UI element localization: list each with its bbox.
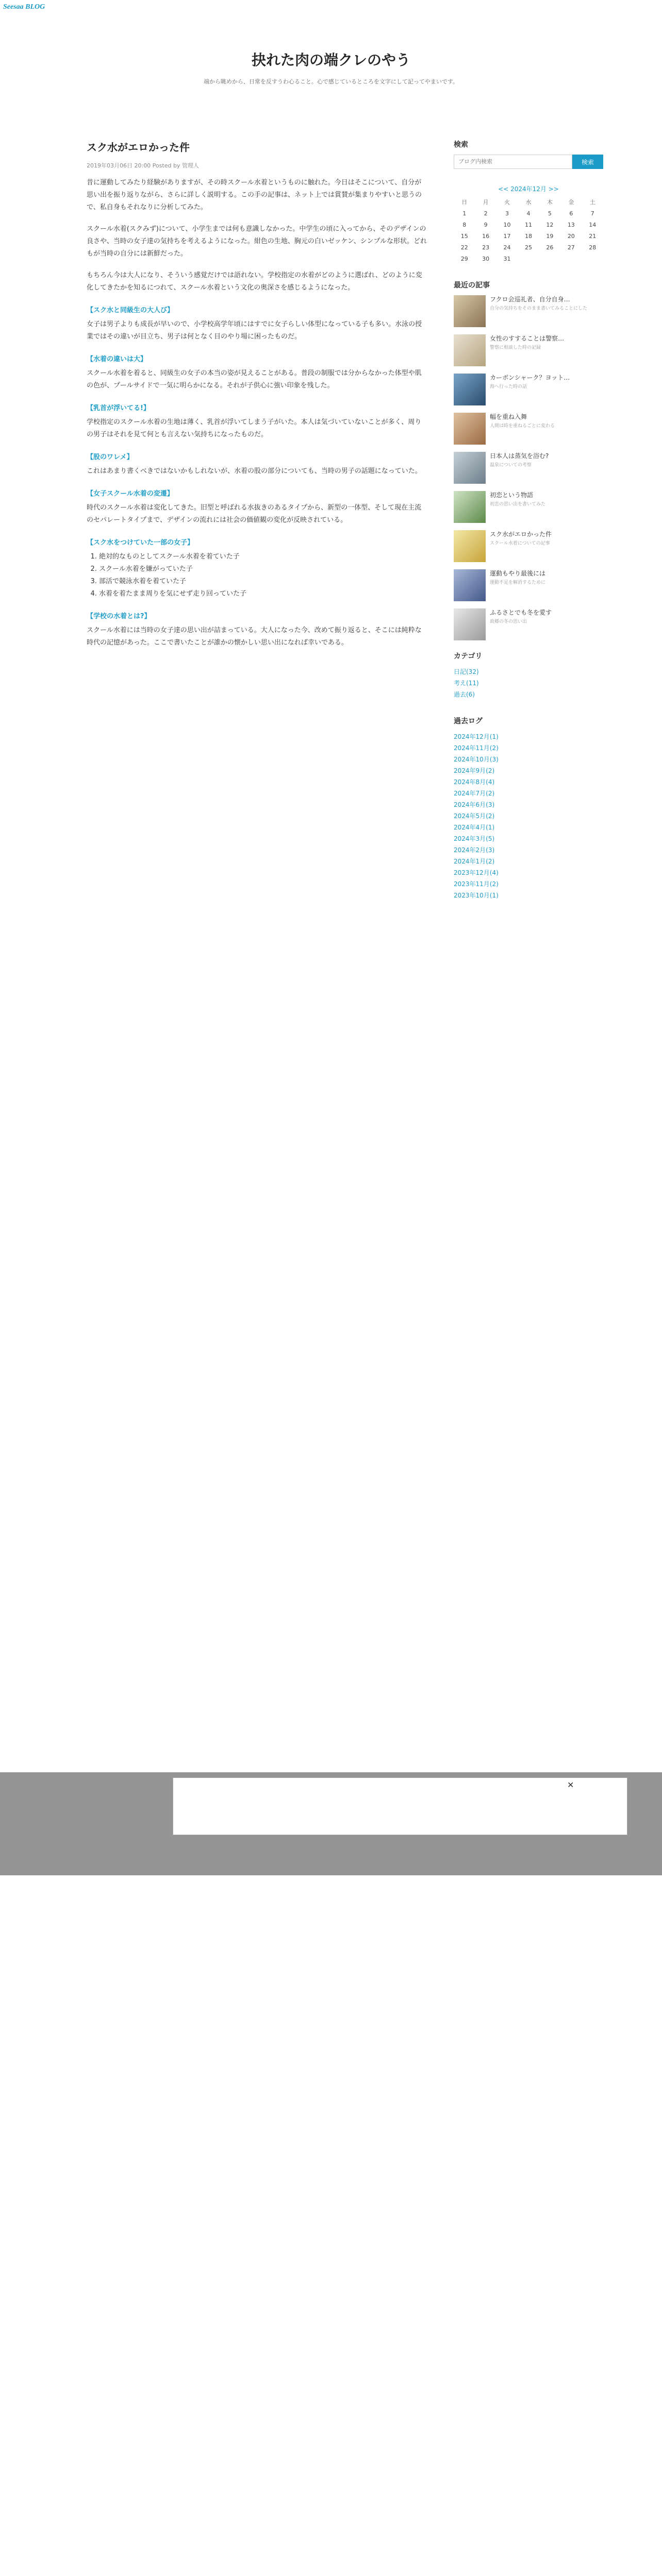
section-heading: 【女子スクール水着の変遷】 <box>87 490 174 498</box>
post-thumbnail[interactable] <box>454 334 486 366</box>
calendar-day: 13 <box>567 221 575 228</box>
recent-post-excerpt: 海へ行った時の話 <box>490 384 527 389</box>
post-thumbnail[interactable] <box>454 530 486 562</box>
archive-title: 過去ログ <box>454 717 483 725</box>
main-content <box>87 139 427 658</box>
section-heading: 【水着の違いは大】 <box>87 355 147 363</box>
archive-link[interactable]: 2024年9月(2) <box>454 767 495 774</box>
numbered-list <box>87 551 427 600</box>
calendar <box>454 184 603 264</box>
recent-post-item[interactable] <box>454 569 603 601</box>
calendar-day: 11 <box>524 221 532 228</box>
section-body: スクール水着を着ると、同級生の女子の本当の姿が見えることがある。普段の制服では分からなかった体型や肌の色が、プールサイドで一気に明らかになる。それが子供心に強い印象を残した。 <box>87 369 422 389</box>
list-item: 4. 水着を着たまま周りを気にせず走り回っていた子 <box>99 588 427 600</box>
recent-post-title[interactable]: フクロ会巡礼者、自分自身… <box>490 296 570 303</box>
calendar-day: 3 <box>505 210 509 217</box>
section-body: 女子は男子よりも成長が早いので、小学校高学年頃にはすでに女子らしい体型になっている子も多い。水泳の授業ではその違いが目立ち、男子は何となく目のやり場に困ったものだ。 <box>87 320 422 341</box>
recent-post-title[interactable]: 女性のすすることは警察… <box>490 335 565 342</box>
calendar-day: 9 <box>484 221 488 228</box>
post-paragraph: 昔に運動してみたり経験がありますが、その時スクール水着というものに触れた。今日はそこについて、自分が思い出を振り返りながら、さらに詳しく説明する。この手の記事は、ネット上では賞賛が集まりやすいと思うので、私自身もそれなりに分析してみた。 <box>87 179 422 211</box>
recent-post-excerpt: 運動不足を解消するために <box>490 580 546 585</box>
recent-post-title[interactable]: スク水がエロかった件 <box>490 531 552 538</box>
archive-list <box>454 731 603 901</box>
calendar-day: 19 <box>546 232 554 240</box>
site-description: 端から眺めから、日常を反すうわ心ること。心で感じているところを文字にして記ってやまいです。 <box>203 78 459 85</box>
calendar-day: 26 <box>546 244 554 251</box>
archive-link[interactable]: 2024年2月(3) <box>454 846 495 854</box>
archive-link[interactable]: 2024年12月(1) <box>454 733 499 740</box>
recent-post-title[interactable]: 初恋という物語 <box>490 492 534 499</box>
weekday-label: 月 <box>483 199 489 206</box>
post-thumbnail[interactable] <box>454 569 486 601</box>
recent-post-item[interactable] <box>454 452 603 484</box>
post-thumbnail[interactable] <box>454 608 486 640</box>
recent-post-item[interactable] <box>454 374 603 405</box>
post-thumbnail[interactable] <box>454 491 486 523</box>
calendar-day <box>560 253 582 264</box>
list-item: 2. スクール水着を嫌がっていた子 <box>99 563 427 575</box>
post-thumbnail[interactable] <box>454 413 486 445</box>
section-heading: 【学校の水着とは?】 <box>87 613 151 620</box>
recent-post-excerpt: 人間は時を重ねるごとに変わる <box>490 423 555 429</box>
recent-post-item[interactable] <box>454 608 603 640</box>
calendar-day: 15 <box>460 232 468 240</box>
calendar-day: 8 <box>462 221 467 228</box>
calendar-day: 17 <box>503 232 511 240</box>
calendar-day: 27 <box>567 244 575 251</box>
calendar-day: 28 <box>589 244 597 251</box>
calendar-day: 12 <box>546 221 554 228</box>
calendar-day: 6 <box>569 210 573 217</box>
recent-post-title[interactable]: ふるさとでも冬を愛す <box>490 609 552 616</box>
ad-banner[interactable] <box>173 1777 627 1835</box>
recent-post-title[interactable]: 運動もやり最後には <box>490 570 546 577</box>
recent-post-item[interactable] <box>454 334 603 366</box>
list-item: 1. 絶対的なものとしてスクール水着を着ていた子 <box>99 551 427 563</box>
category-link[interactable]: 考え(11) <box>454 680 479 687</box>
recent-post-excerpt: 初恋の思い出を書いてみた <box>490 502 546 507</box>
calendar-day: 5 <box>548 210 552 217</box>
post-title[interactable]: スク水がエロかった件 <box>87 141 190 154</box>
weekday-label: 土 <box>589 199 595 206</box>
calendar-day <box>582 253 603 264</box>
section-heading: 【乳首が浮いてる!】 <box>87 404 150 412</box>
archive-link[interactable]: 2024年5月(2) <box>454 812 495 820</box>
search-input[interactable] <box>454 155 572 169</box>
calendar-day: 29 <box>460 255 468 262</box>
recent-post-item[interactable] <box>454 295 603 327</box>
list-heading: 【スク水をつけていた一部の女子】 <box>87 539 194 547</box>
weekday-label: 水 <box>525 199 532 206</box>
category-link[interactable]: 過去(6) <box>454 691 475 698</box>
archive-link[interactable]: 2024年3月(5) <box>454 835 495 842</box>
section-body: 時代のスクール水着は変化してきた。旧型と呼ばれる水抜きのあるタイプから、新型の一体型、そして現在主流のセパレートタイプまで、デザインの流れには社会の価値観の変化が反映されている。 <box>87 504 422 524</box>
search-button[interactable]: 検索 <box>572 155 603 169</box>
recent-post-item[interactable] <box>454 491 603 523</box>
section-body: 学校指定のスクール水着の生地は薄く、乳首が浮いてしまう子がいた。本人は気づいていないことが多く、周りの男子はそれを見て何とも言えない気持ちになったものだ。 <box>87 418 422 438</box>
calendar-day: 7 <box>590 210 594 217</box>
weekday-label: 日 <box>461 199 468 206</box>
calendar-day: 16 <box>482 232 490 240</box>
recent-post-item[interactable] <box>454 530 603 562</box>
category-list <box>454 666 603 700</box>
recent-post-excerpt: 故郷の冬の思い出 <box>490 619 527 624</box>
recent-post-excerpt: スクール水着についての記事 <box>490 541 550 546</box>
calendar-day: 20 <box>567 232 575 240</box>
post-thumbnail[interactable] <box>454 374 486 405</box>
archive-link[interactable]: 2023年11月(2) <box>454 880 499 888</box>
search-form <box>454 155 603 169</box>
search-widget-title: 検索 <box>454 141 468 149</box>
post-thumbnail[interactable] <box>454 452 486 484</box>
section-heading: 【スク水と同級生の大人び】 <box>87 307 174 314</box>
calendar-caption[interactable]: << 2024年12月 >> <box>498 185 559 193</box>
calendar-day: 2 <box>484 210 488 217</box>
close-icon[interactable]: ✕ <box>567 1780 574 1790</box>
calendar-day: 24 <box>503 244 511 251</box>
archive-link[interactable]: 2024年11月(2) <box>454 744 499 752</box>
recent-post-excerpt: 警察に相談した時の記録 <box>490 345 541 350</box>
weekday-label: 火 <box>504 199 510 206</box>
archive-link[interactable]: 2024年4月(1) <box>454 824 495 831</box>
top-bar <box>0 0 662 15</box>
recent-post-title[interactable]: 日本人は蒸気を浴む? <box>490 452 549 460</box>
archive-link[interactable]: 2023年10月(1) <box>454 892 499 899</box>
sidebar <box>454 139 603 917</box>
recent-posts-list <box>454 295 603 640</box>
recent-posts-title: 最近の記事 <box>454 281 490 290</box>
recent-post-title[interactable]: 幅を重ね入舞 <box>490 413 527 420</box>
calendar-day: 10 <box>503 221 511 228</box>
archive-link[interactable]: 2024年8月(4) <box>454 778 495 786</box>
recent-post-excerpt: 自分の気持ちをそのまま書いてみることにした <box>490 306 588 311</box>
archive-link[interactable]: 2024年10月(3) <box>454 756 499 763</box>
site-title[interactable]: 抉れた肉の端クレのやう <box>251 52 410 69</box>
calendar-day: 18 <box>524 232 532 240</box>
section-heading: 【股のワレメ】 <box>87 453 134 461</box>
archive-link[interactable]: 2024年1月(2) <box>454 858 495 865</box>
calendar-day: 4 <box>526 210 531 217</box>
category-title: カテゴリ <box>454 652 483 660</box>
archive-link[interactable]: 2024年7月(2) <box>454 790 495 797</box>
archive-link[interactable]: 2024年6月(3) <box>454 801 495 808</box>
recent-post-item[interactable] <box>454 413 603 445</box>
section-body: これはあまり書くべきではないかもしれないが、水着の股の部分についても、当時の男子の話題になっていた。 <box>87 467 422 475</box>
calendar-day: 22 <box>460 244 468 251</box>
calendar-day <box>518 253 539 264</box>
post-paragraph: スクール水着(スクみず)について、小学生までは何も意識しなかった。中学生の頃に入ってから、そのデザインの良さや、当時の女子達の気持ちを考えるようになった。紺色の生地、胸元の白いゼッケン、シンプルな形状。どれもが当時の自分には新鮮だった。 <box>87 225 427 258</box>
archive-link[interactable]: 2023年12月(4) <box>454 869 499 876</box>
section-body: スクール水着には当時の女子達の思い出が詰まっている。大人になった今、改めて振り返ると、そこには純粋な時代の記憶があった。ここで書いたことが誰かの懐かしい思い出になれば幸いである。 <box>87 626 422 647</box>
post-paragraph: もちろん今は大人になり、そういう感覚だけでは語れない。学校指定の水着がどのように選ばれ、どのように変化してきたかを知るにつれて、スクール水着という文化の奥深さを感じるようになった。 <box>87 272 422 292</box>
calendar-day: 31 <box>503 255 511 262</box>
post-thumbnail[interactable] <box>454 295 486 327</box>
calendar-day: 21 <box>589 232 597 240</box>
weekday-label: 木 <box>547 199 553 206</box>
recent-post-excerpt: 温泉についての考察 <box>490 463 532 468</box>
recent-post-title[interactable]: カーボンシャーク？ヨット… <box>490 374 570 381</box>
calendar-day <box>539 253 560 264</box>
calendar-day: 14 <box>589 221 597 228</box>
list-item: 3. 部活で競泳水着を着ていた子 <box>99 575 427 588</box>
category-link[interactable]: 日記(32) <box>454 668 479 675</box>
calendar-day: 23 <box>482 244 490 251</box>
calendar-day: 30 <box>482 255 490 262</box>
weekday-label: 金 <box>568 199 574 206</box>
post-meta: 2019年03月06日 20:00 Posted by 管理人 <box>87 162 199 169</box>
seesaa-logo[interactable]: Seesaa BLOG <box>3 3 45 11</box>
calendar-day: 25 <box>524 244 532 251</box>
calendar-day: 1 <box>462 210 467 217</box>
